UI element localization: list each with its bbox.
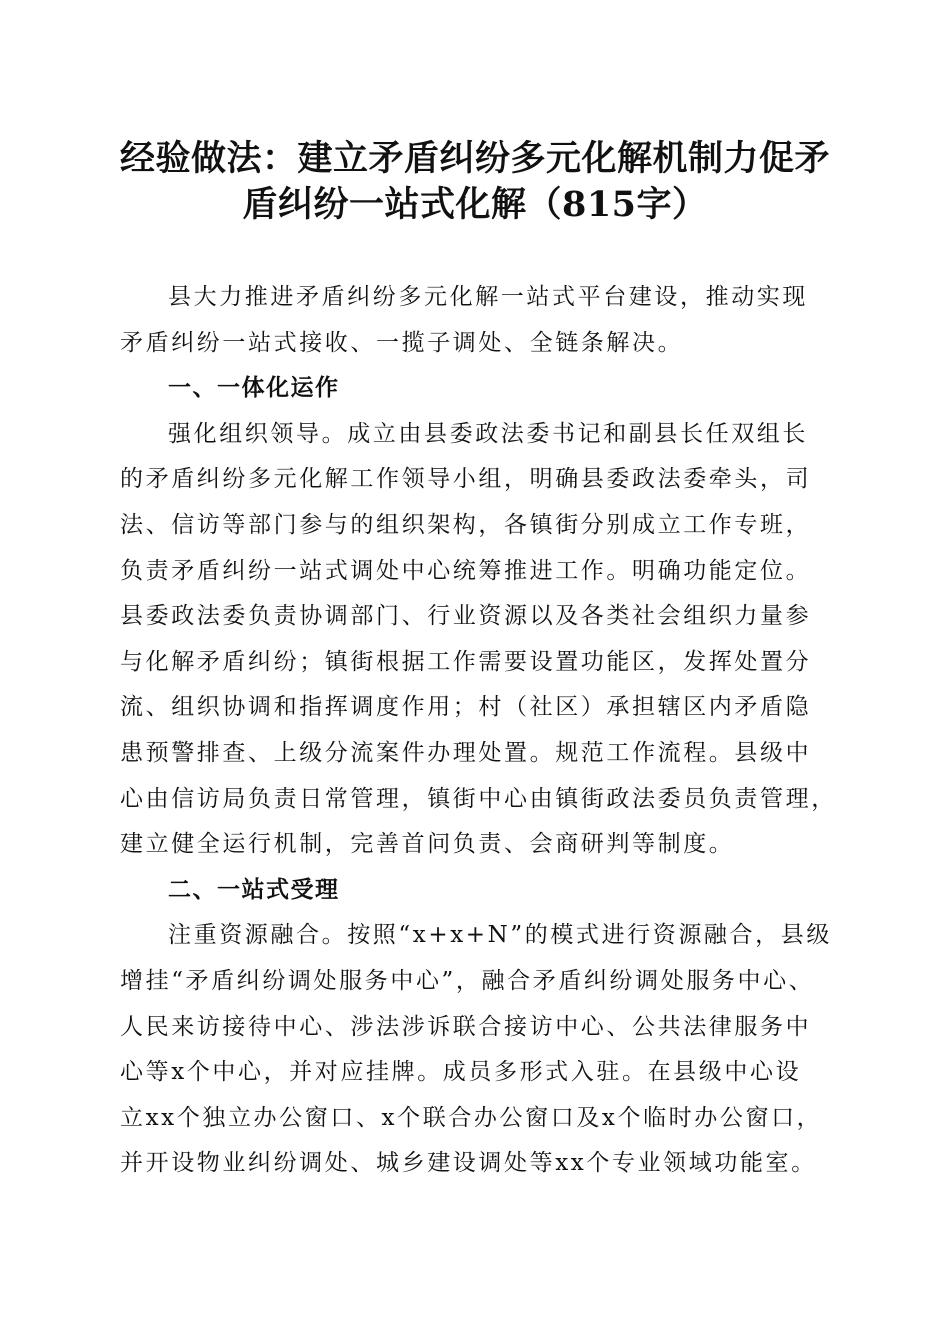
text-line: 人民来访接待中心、涉法涉诉联合接访中心、公共法律服务中 xyxy=(120,1013,812,1040)
document-body xyxy=(120,275,837,1187)
section-heading: 二、一站式受理 xyxy=(168,876,340,903)
text-line: 立xx个独立办公窗口、x个联合办公窗口及x个临时办公窗口， xyxy=(120,1104,823,1131)
text-line: 患预警排查、上级分流案件办理处置。规范工作流程。县级中 xyxy=(120,739,812,766)
text-line: 流、组织协调和指挥调度作用；村（社区）承担辖区内矛盾隐 xyxy=(120,694,812,721)
text-line: 心等x个中心，并对应挂牌。成员多形式入驻。在县级中心设 xyxy=(120,1059,802,1086)
text-line: 负责矛盾纠纷一站式调处中心统筹推进工作。明确功能定位。 xyxy=(120,557,812,584)
section2-paragraph xyxy=(120,913,832,1187)
text-line: 县委政法委负责协调部门、行业资源以及各类社会组织力量参 xyxy=(120,603,812,630)
text-line: 法、信访等部门参与的组织架构，各镇街分别成立工作专班， xyxy=(120,511,812,538)
title-line: 盾纠纷一站式化解（815字） xyxy=(242,184,708,225)
text-line: 强化组织领导。成立由县委政法委书记和副县长任双组长 xyxy=(168,420,808,447)
text-line: 矛盾纠纷一站式接收、一揽子调处、全链条解决。 xyxy=(120,329,684,356)
text-line: 注重资源融合。按照“x+x+N”的模式进行资源融合，县级 xyxy=(168,922,832,949)
intro-paragraph xyxy=(120,275,832,366)
text-line: 增挂“矛盾纠纷调处服务中心”，融合矛盾纠纷调处服务中心、 xyxy=(120,967,815,994)
section1-paragraph xyxy=(120,412,837,868)
text-line: 与化解矛盾纠纷；镇街根据工作需要设置功能区，发挥处置分 xyxy=(120,648,812,675)
section-heading: 一、一体化运作 xyxy=(168,375,340,402)
text-line: 并开设物业纠纷调处、城乡建设调处等xx个专业领域功能室。 xyxy=(120,1150,817,1177)
text-line: 县大力推进矛盾纠纷多元化解一站式平台建设，推动实现 xyxy=(168,284,808,310)
title-line: 经验做法：建立矛盾纠纷多元化解机制力促矛 xyxy=(119,138,830,179)
text-line: 建立健全运行机制，完善首问负责、会商研判等制度。 xyxy=(120,831,735,858)
text-line: 的矛盾纠纷多元化解工作领导小组，明确县委政法委牵头，司 xyxy=(120,466,812,493)
text-line: 心由信访局负责日常管理，镇街中心由镇街政法委员负责管理， xyxy=(120,785,837,812)
document-title xyxy=(100,136,850,228)
